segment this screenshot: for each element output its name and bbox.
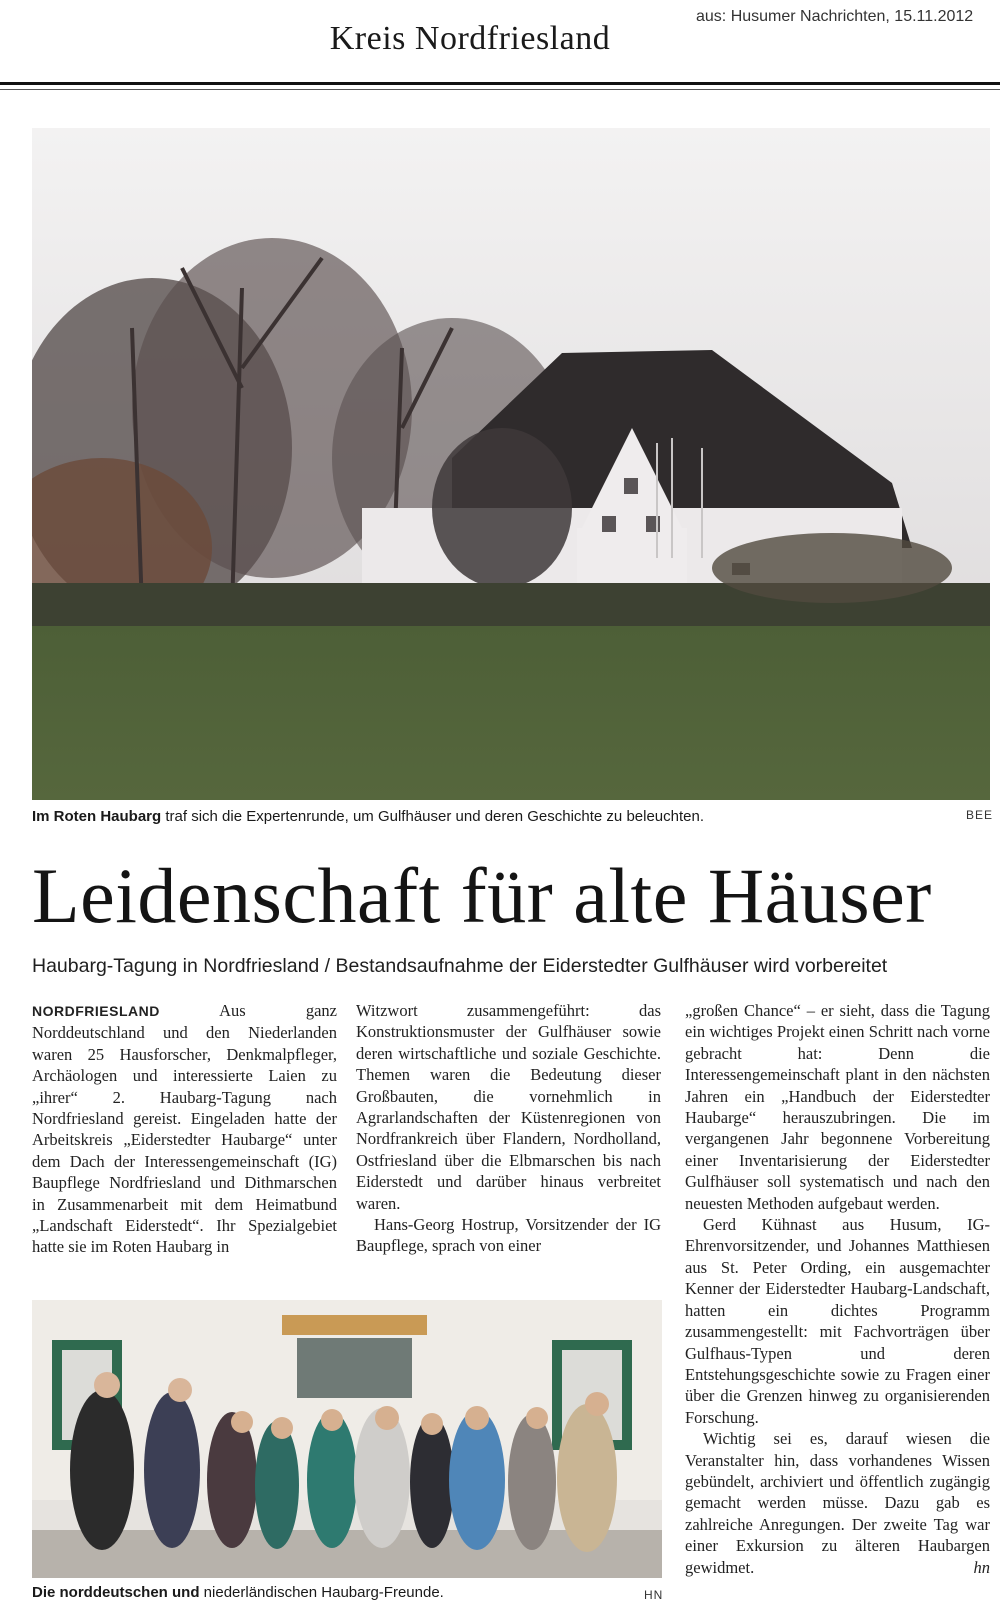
photo-caption <box>32 1584 444 1601</box>
caption-text: traf sich die Expertenrunde, um Gulfhäuser und deren Geschichte zu beleuchten. <box>161 808 705 825</box>
author-initials: hn <box>973 1557 990 1577</box>
paragraph: Wichtig sei es, darauf wiesen die Veranstalter hin, dass vorhandenes Wissen gebündelt, archiviert und öffentlich zugängig gemacht werden müsse. Dazu gab es zahlreiche Anregungen. Der zweite Tag war einer Exkursion zu älteren Haubargen gewidmet. <box>685 1429 990 1577</box>
source-line: aus: Husumer Nachrichten, 15.11.2012 <box>696 8 974 25</box>
photo-credit: HN <box>644 1588 664 1602</box>
headline: Leidenschaft für alte Häuser <box>32 852 932 939</box>
caption-bold: Im Roten Haubarg <box>32 808 162 825</box>
paragraph: Aus ganz Norddeutschland und den Niederlanden waren 25 Hausforscher, Denkmalpfleger, Archäologen und interessierte Laien zu „ihrer“ 2. Haubarg-Tagung nach Nordfriesland gereist. Eingeladen hatte der Arbeitskreis „Eiderstedter Haubarge“ unter dem Dach der Interessengemeinschaft (IG) Baupflege Nordfriesland und Dithmarschen in Zusammenarbeit mit dem Heimatbund „Landschaft Eiderstedt“. Ihr Spezialgebiet hatte sie im Roten Haubarg in <box>32 1001 338 1257</box>
article-column-2 <box>356 1000 661 1257</box>
caption-text: niederländischen Haubarg-Freunde. <box>199 1584 444 1601</box>
header-rule-thin <box>0 89 1000 90</box>
article-column-3 <box>685 1000 990 1578</box>
paragraph: Witzwort zusammengeführt: das Konstruktionsmuster der Gulfhäuser sowie deren wirtschaftliche und soziale Geschichte. Themen waren die Bedeutung dieser Großbauten, die vornehmlich in Agrarlandschaften der Küstenregionen von Nordfrankreich über Flandern, Nordholland, Ostfriesland über die Elbmarschen bis nach Eiderstedt und darüber hinaus verbreitet waren. <box>356 1001 661 1213</box>
paragraph: Hans-Georg Hostrup, Vorsitzender der IG Baupflege, sprach von einer <box>356 1215 661 1256</box>
article-column-1 <box>32 1000 337 1258</box>
subheadline: Haubarg-Tagung in Nordfriesland / Bestandsaufnahme der Eiderstedter Gulfhäuser wird vorbereitet <box>32 955 888 977</box>
haubarg-photo <box>32 128 990 800</box>
group-photo <box>32 1300 662 1578</box>
photo-credit: BEE <box>966 808 994 822</box>
caption-bold: Die norddeutschen und <box>32 1584 200 1601</box>
paragraph: „großen Chance“ – er sieht, dass die Tagung ein wichtiges Projekt einen Schritt nach vorne gebracht hat: Denn die Interessengemeinschaft plant in den nächsten Jahren ein „Handbuch der Eiderstedter Haubarge“ herauszubringen. Die im vergangenen Jahr begonnene Vorbereitung einer Inventarisierung der Eiderstedter Gulfhäuser soll systematisch und nach den neuesten Methoden aufgebaut werden. <box>685 1001 990 1213</box>
paragraph: Gerd Kühnast aus Husum, IG-Ehrenvorsitzender, und Johannes Matthiesen aus St. Peter Ording, ein ausgemachter Kenner der Eiderstedter Haubarg-Landschaft, hatten ein dichtes Programm zusammengestellt: mit Fachvorträgen über Gulfhaus-Typen und deren Entstehungsgeschichte sowie zu Fragen einer über die Grenzen hinweg zu organisierenden Forschung. <box>685 1215 990 1427</box>
section-title: Kreis Nordfriesland <box>329 20 611 57</box>
photo-caption <box>32 808 704 825</box>
header-rule <box>0 82 1000 85</box>
dateline: NORDFRIESLAND <box>32 1003 160 1019</box>
